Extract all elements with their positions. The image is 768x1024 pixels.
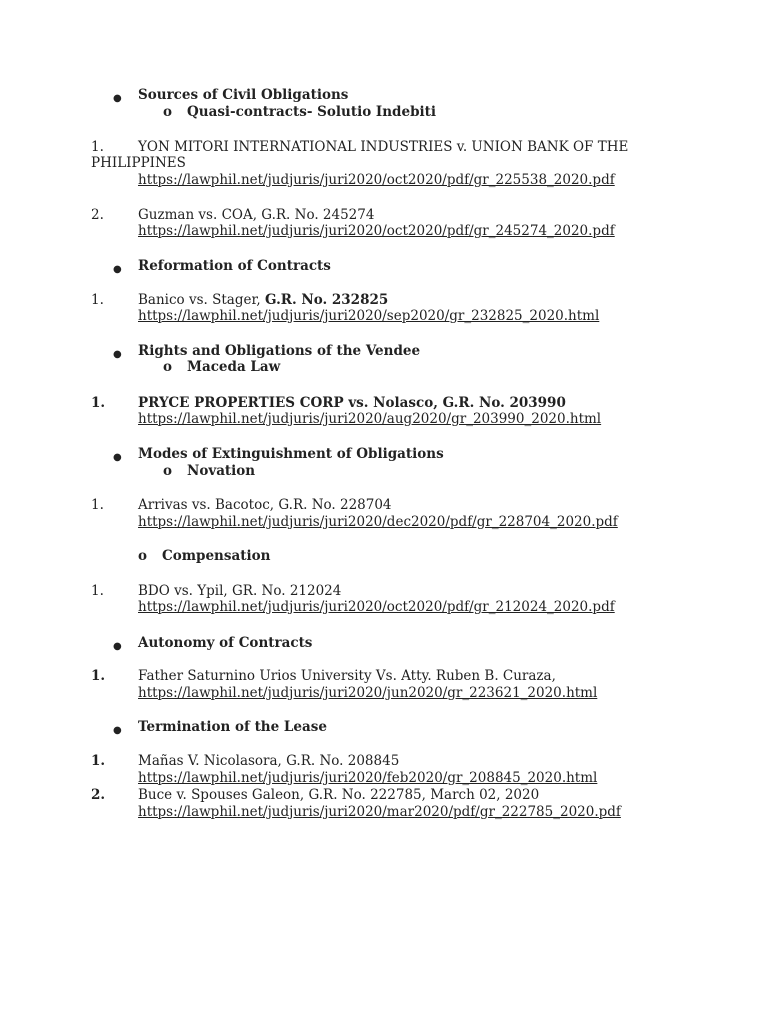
bullet-icon: ● <box>113 452 122 463</box>
list-number: 2. <box>91 207 104 223</box>
list-number: 1. <box>91 292 104 308</box>
bullet-icon: ● <box>113 264 122 275</box>
list-number: 1. <box>91 497 104 513</box>
case-title: PRYCE PROPERTIES CORP vs. Nolasco, G.R. No. 203990 <box>138 395 566 411</box>
subsection-title-quasi: Quasi-contracts- Solutio Indebiti <box>187 104 437 120</box>
bullet-icon: ● <box>113 349 122 360</box>
section-title-sources: Sources of Civil Obligations <box>138 87 349 103</box>
list-number: 1. <box>91 139 104 155</box>
section-title-extinguishment: Modes of Extinguishment of Obligations <box>138 446 444 462</box>
subsection-title-compensation: Compensation <box>162 548 271 564</box>
case-link[interactable]: https://lawphil.net/judjuris/juri2020/dec2020/pdf/gr_228704_2020.pdf <box>138 514 618 530</box>
case-title: Arrivas vs. Bacotoc, G.R. No. 228704 <box>138 497 392 513</box>
case-link[interactable]: https://lawphil.net/judjuris/juri2020/aug2020/gr_203990_2020.html <box>138 411 602 427</box>
subsection-title-maceda: Maceda Law <box>187 359 281 375</box>
sub-bullet-icon: o <box>138 548 148 564</box>
bullet-icon: ● <box>113 725 122 736</box>
case-title: Guzman vs. COA, G.R. No. 245274 <box>138 207 375 223</box>
section-title-autonomy: Autonomy of Contracts <box>138 635 313 651</box>
case-title: Father Saturnino Urios University Vs. Atty. Ruben B. Curaza, <box>138 668 556 684</box>
case-title-continued: PHILIPPINES <box>91 155 186 171</box>
case-link[interactable]: https://lawphil.net/judjuris/juri2020/oct2020/pdf/gr_225538_2020.pdf <box>138 172 615 188</box>
subsection-title-novation: Novation <box>187 463 256 479</box>
case-link[interactable]: https://lawphil.net/judjuris/juri2020/mar2020/pdf/gr_222785_2020.pdf <box>138 804 621 820</box>
case-link[interactable]: https://lawphil.net/judjuris/juri2020/jun2020/gr_223621_2020.html <box>138 685 598 701</box>
list-number: 1. <box>91 753 106 769</box>
list-number: 2. <box>91 787 106 803</box>
case-number: G.R. No. 232825 <box>265 292 389 308</box>
case-link[interactable]: https://lawphil.net/judjuris/juri2020/sep2020/gr_232825_2020.html <box>138 308 600 324</box>
case-title: YON MITORI INTERNATIONAL INDUSTRIES v. UNION BANK OF THE <box>138 139 629 155</box>
sub-bullet-icon: o <box>163 359 173 375</box>
section-title-reformation: Reformation of Contracts <box>138 258 331 274</box>
list-number: 1. <box>91 668 106 684</box>
case-link[interactable]: https://lawphil.net/judjuris/juri2020/oct2020/pdf/gr_245274_2020.pdf <box>138 223 615 239</box>
list-number: 1. <box>91 583 104 599</box>
case-link[interactable]: https://lawphil.net/judjuris/juri2020/feb2020/gr_208845_2020.html <box>138 770 598 786</box>
case-title: Buce v. Spouses Galeon, G.R. No. 222785, March 02, 2020 <box>138 787 540 803</box>
bullet-icon: ● <box>113 93 122 104</box>
sub-bullet-icon: o <box>163 463 173 479</box>
list-number: 1. <box>91 395 106 411</box>
case-title: BDO vs. Ypil, GR. No. 212024 <box>138 583 342 599</box>
case-title <box>138 292 388 309</box>
case-link[interactable]: https://lawphil.net/judjuris/juri2020/oct2020/pdf/gr_212024_2020.pdf <box>138 599 615 615</box>
sub-bullet-icon: o <box>163 104 173 120</box>
section-title-vendee: Rights and Obligations of the Vendee <box>138 343 421 359</box>
case-title-text: Banico vs. Stager, <box>138 292 266 308</box>
case-title: Mañas V. Nicolasora, G.R. No. 208845 <box>138 753 400 769</box>
section-title-termination: Termination of the Lease <box>138 719 327 735</box>
bullet-icon: ● <box>113 641 122 652</box>
